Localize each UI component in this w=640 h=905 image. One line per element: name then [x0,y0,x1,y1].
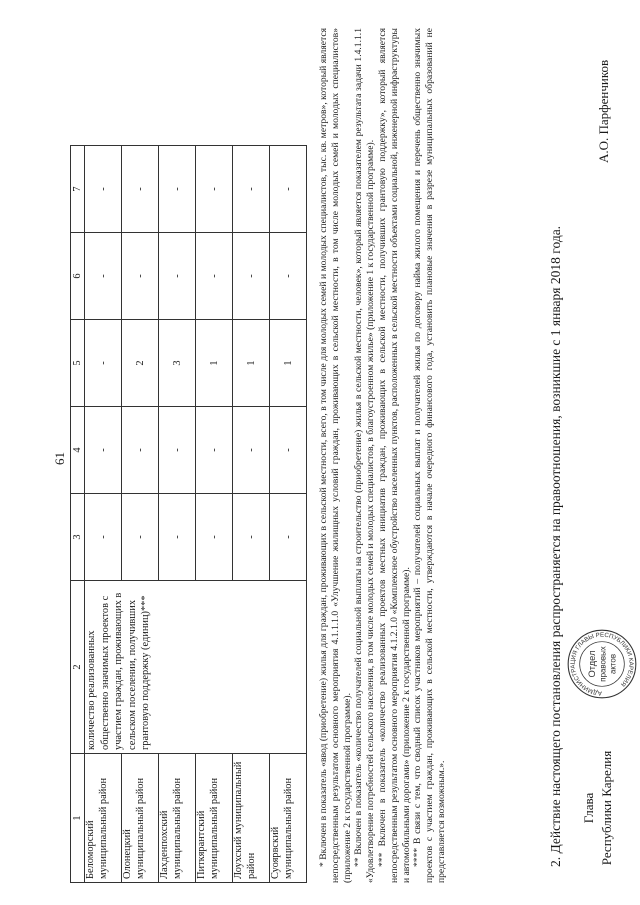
value-cell: - [270,233,307,320]
value-cell: - [85,146,122,233]
table-row [159,146,196,883]
col-1: 1 [71,754,85,883]
value-cell: - [159,407,196,494]
effective-date-clause: 2. Действие настоящего постановления распространяется на правоотношения, возникшие с 1 января 2018 года. [548,225,563,867]
page-number: 61 [52,452,67,465]
district-name: Лоухский муниципальный район [233,754,270,883]
value-cell: - [233,146,270,233]
footnote-3: *** Включен в показатель «количество реализованных проектов местных инициатив граждан, проживающих в сельской местности, получивших грантовую поддержку», который является непосредственным результатом основного мероприятия 4.1.2.1.0 «Комплексное обустройство населенных пунктов, расположенных в сельской местности объектами социальной, инженерной инфраструктуры и автомобильными дорогами» (приложение 2 к государственной программе). [376,28,412,883]
footnote-4: **** В связи с тем, что сводный список участников мероприятий – получателей социальных выплат и получателей жилья по договору найма жилого помещения и перечень общественно значимых проектов с участием граждан, проживающих в сельской местности, утверждаются в начале очередного финансового года, установить плановые значения в разрезе муниципальных образований не представляется возможным.». [412,28,447,883]
official-stamp-icon [566,628,638,700]
value-cell: - [122,233,159,320]
col-3: 3 [71,494,85,581]
table-row [270,146,307,883]
value-cell: - [270,407,307,494]
value-cell: - [85,233,122,320]
value-cell: 2 [122,320,159,407]
table-header-row [71,146,85,883]
value-cell: - [270,146,307,233]
value-cell: - [196,494,233,581]
value-cell: - [159,233,196,320]
district-name: Олонецкий муниципальный район [122,754,159,883]
stamp-ring-text: АДМИНИСТРАЦИЯ ГЛАВЫ РЕСПУБЛИКИ КАРЕЛИЯ [569,631,635,697]
table-row [196,146,233,883]
district-name: Беломорский муниципальный район [85,754,122,883]
col-6: 6 [71,233,85,320]
footnotes [318,28,448,883]
signatory-title [580,733,616,883]
col-2: 2 [71,581,85,754]
value-cell: - [233,494,270,581]
value-cell: - [233,233,270,320]
value-cell: - [85,320,122,407]
stamp-line3: актов [608,653,618,675]
value-cell: - [85,407,122,494]
value-cell: - [159,146,196,233]
value-cell: - [196,146,233,233]
indicator-table [70,145,307,883]
value-cell: - [85,494,122,581]
value-cell: 1 [196,320,233,407]
district-name: Лахденпохский муниципальный район [159,754,196,883]
value-cell: 1 [270,320,307,407]
value-cell: - [270,494,307,581]
table-row [233,146,270,883]
stamp-line2: правовых [598,646,608,682]
table-row [122,146,159,883]
stamp-line1: Отдел [586,650,597,678]
district-name: Питкярантский муниципальный район [196,754,233,883]
footnote-2: ** Включен в показатель «количество получателей социальной выплаты на строительство (приобретение) жилья в сельской местности, человек», который является показателем результата задачи 1.4.1.1.1 «Удовлетворение потребностей сельского населения, в том числе молодых семей и молодых специалистов, в благоустроенном жилье» (приложение 1 к государственной программе). [353,28,377,883]
footnote-1: * Включен в показатель «ввод (приобретение) жилья для граждан, проживающих в сельской местности, всего, в том числе для молодых семей и молодых специалистов, тыс. кв. метров», который является непосредственным результатом основного мероприятия 4.1.1.1.0 «Улучшение жилищных условий граждан, проживающих в сельской местности, в том числе молодых семей и молодых специалистов» (приложение 2 к государственной программе). [318,28,353,883]
value-cell: - [233,407,270,494]
value-cell: - [122,146,159,233]
table-row [85,146,122,883]
value-cell: - [196,407,233,494]
value-cell: - [159,494,196,581]
value-cell: - [122,407,159,494]
value-cell: - [196,233,233,320]
district-name: Суоярвский муниципальный район [270,754,307,883]
col-7: 7 [71,146,85,233]
indicator-text: количество реализованных общественно значимых проектов с участием граждан, проживающих в сельском поселении, получивших грантовую поддержку (единиц)*** [85,581,307,754]
value-cell: - [122,494,159,581]
signatory-name: А.О. Парфенчиков [596,59,611,163]
col-5: 5 [71,320,85,407]
signatory-title-line2: Республики Карелия [599,750,614,866]
value-cell: 1 [233,320,270,407]
col-4: 4 [71,407,85,494]
value-cell: 3 [159,320,196,407]
signatory-title-line1: Глава [581,792,596,824]
